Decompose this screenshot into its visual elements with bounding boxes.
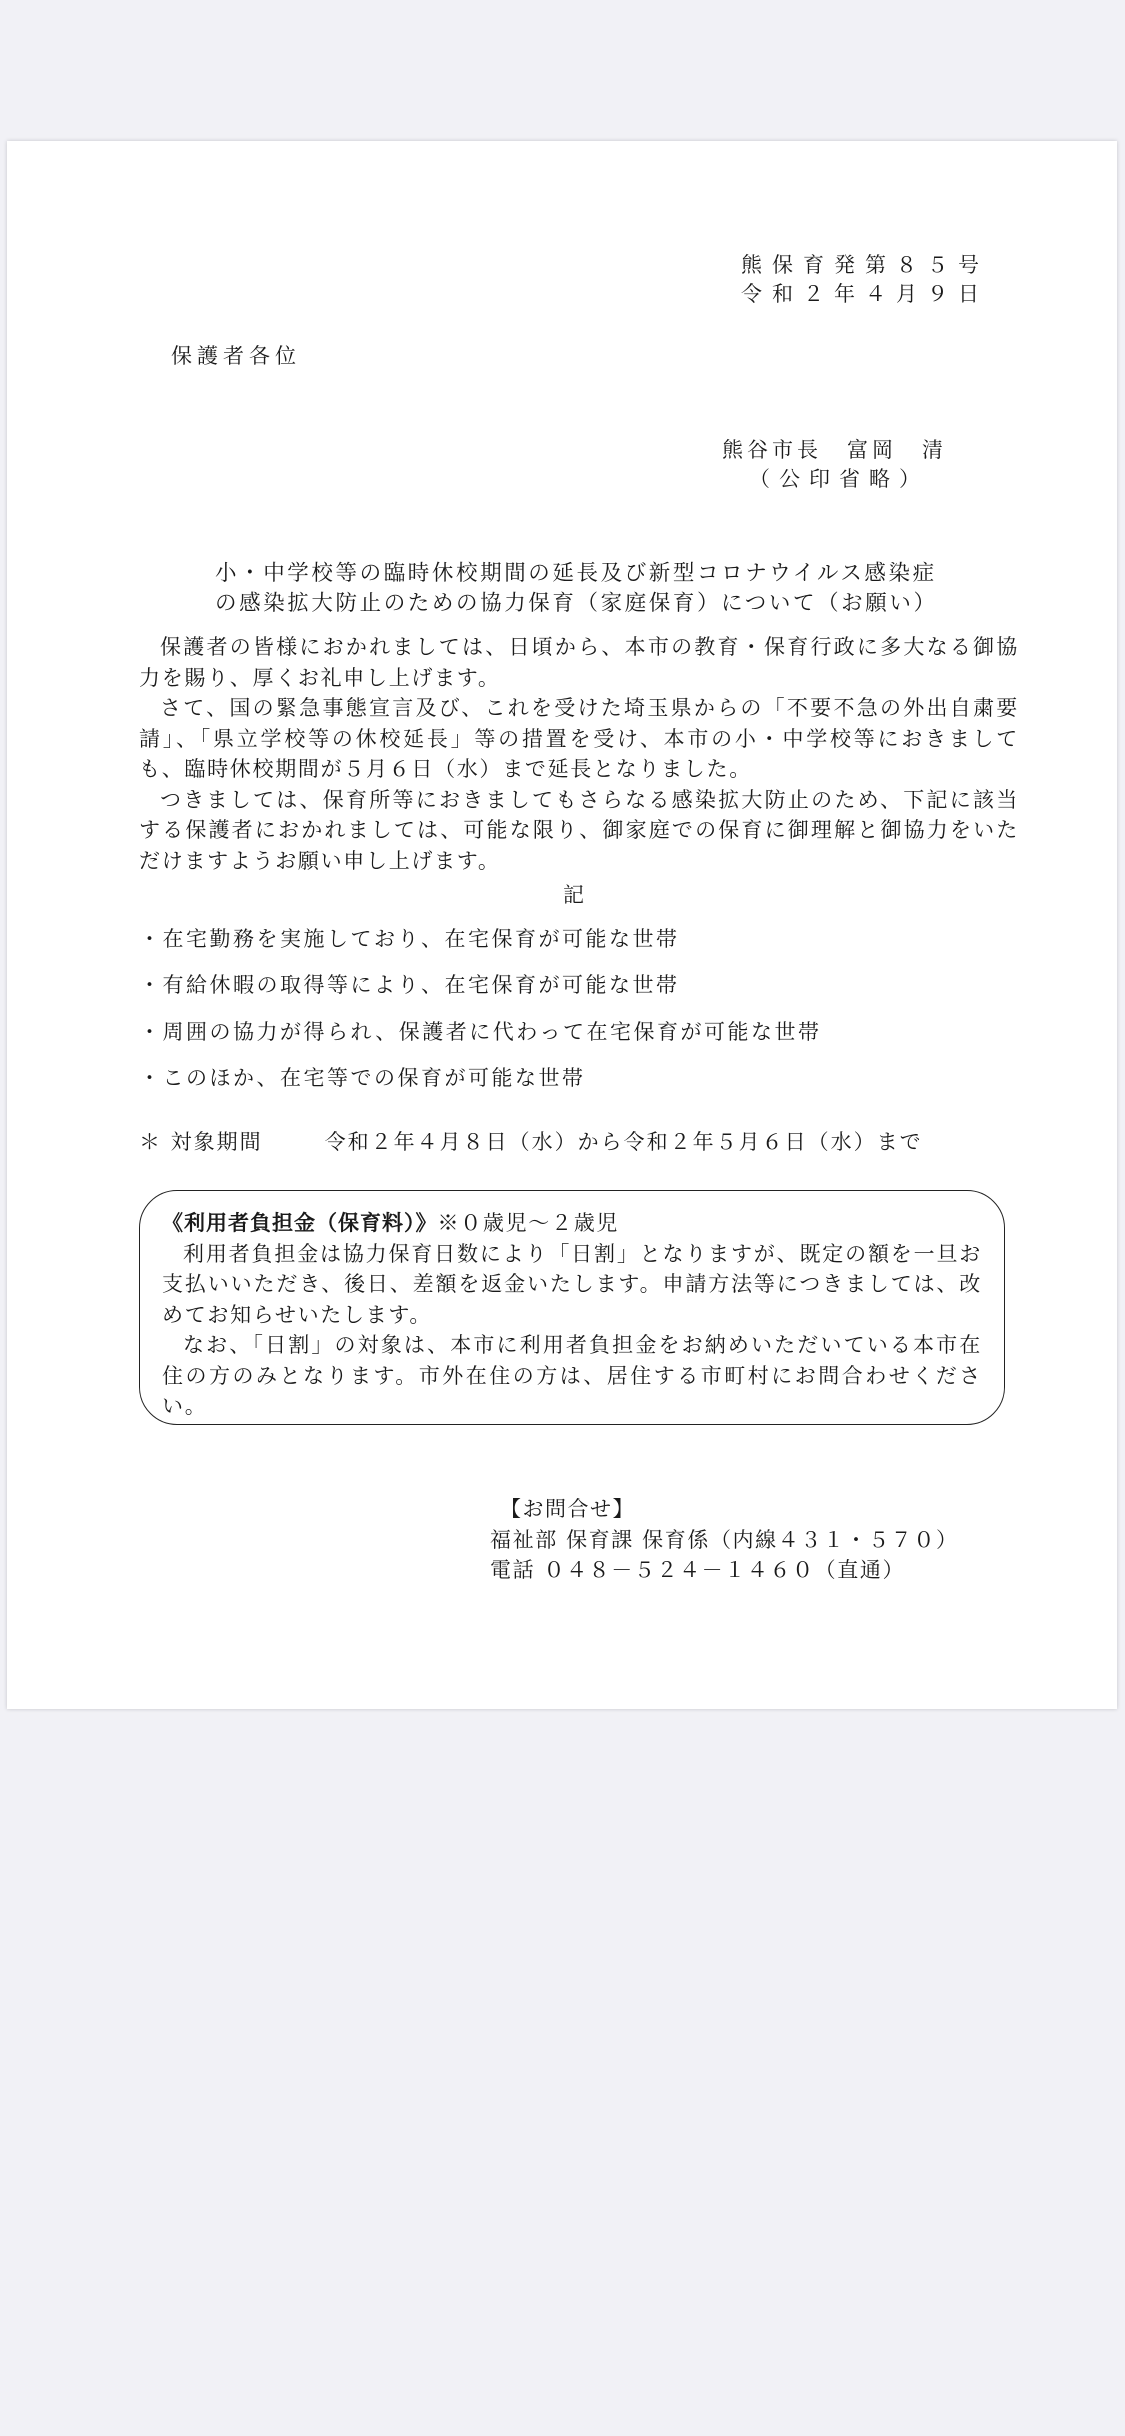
body-text bbox=[139, 632, 1019, 876]
record-mark: 記 bbox=[563, 883, 584, 907]
fee-notice-box bbox=[139, 1190, 1005, 1425]
list-item: ・有給休暇の取得等により、在宅保育が可能な世帯 bbox=[139, 973, 680, 997]
list-item: ・このほか、在宅等での保育が可能な世帯 bbox=[139, 1066, 586, 1090]
contact-heading: 【お問合せ】 bbox=[500, 1497, 635, 1521]
fee-heading: 《利用者負担金（保育料）》 bbox=[162, 1210, 438, 1235]
seal-note: （公印省略） bbox=[749, 467, 929, 491]
fee-paragraph: 利用者負担金は協力保育日数により「日割」となりますが、既定の額を一旦お支払いいただき、後日、差額を返金いたします。申請方法等につきましては、改めてお知らせいたします。 bbox=[162, 1241, 982, 1327]
document-number: 熊保育発第８５号 bbox=[741, 253, 989, 277]
target-period bbox=[139, 1126, 923, 1156]
fee-heading-line bbox=[162, 1208, 982, 1239]
fee-paragraph: なお、「日割」の対象は、本市に利用者負担金をお納めいただいている本市在住の方のみとなります。市外在住の方は、居住する市町村にお問合わせください。 bbox=[162, 1333, 982, 1418]
contact-phone: 電話 ０４８－５２４－１４６０（直通） bbox=[490, 1558, 906, 1582]
addressee: 保護者各位 bbox=[171, 344, 301, 368]
document-title-line-2: の感染拡大防止のための協力保育（家庭保育）について（お願い） bbox=[215, 591, 938, 616]
body-paragraph: 保護者の皆様におかれましては、日頃から、本市の教育・保育行政に多大なる御協力を賜り、厚くお礼申し上げます。 bbox=[139, 635, 1019, 690]
document-title-line-1: 小・中学校等の臨時休校期間の延長及び新型コロナウイルス感染症 bbox=[215, 561, 937, 586]
sender-name: 熊谷市長 富岡 清 bbox=[722, 438, 947, 462]
contact-department: 福祉部 保育課 保育係（内線４３１・５７０） bbox=[490, 1528, 959, 1552]
body-paragraph: さて、国の緊急事態宣言及び、これを受けた埼玉県からの「不要不急の外出自粛要請」、「県立学校等の休校延長」等の措置を受け、本市の小・中学校等におきましても、臨時休校期間が５月６日（水）まで延長となりました。 bbox=[139, 696, 1019, 781]
list-item: ・在宅勤務を実施しており、在宅保育が可能な世帯 bbox=[139, 927, 680, 951]
target-period-label: ＊ 対象期間 bbox=[139, 1130, 263, 1154]
document-page bbox=[7, 141, 1117, 1709]
list-item: ・周囲の協力が得られ、保護者に代わって在宅保育が可能な世帯 bbox=[139, 1020, 822, 1044]
target-period-value: 令和２年４月８日（水）から令和２年５月６日（水）まで bbox=[324, 1130, 923, 1154]
body-paragraph: つきましては、保育所等におきましてもさらなる感染拡大防止のため、下記に該当する保護者におかれましては、可能な限り、御家庭での保育に御理解と御協力をいただけますようお願い申し上げます。 bbox=[139, 787, 1019, 873]
document-date: 令和２年４月９日 bbox=[741, 282, 989, 306]
fee-heading-note: ※０歳児～２歳児 bbox=[437, 1211, 620, 1235]
